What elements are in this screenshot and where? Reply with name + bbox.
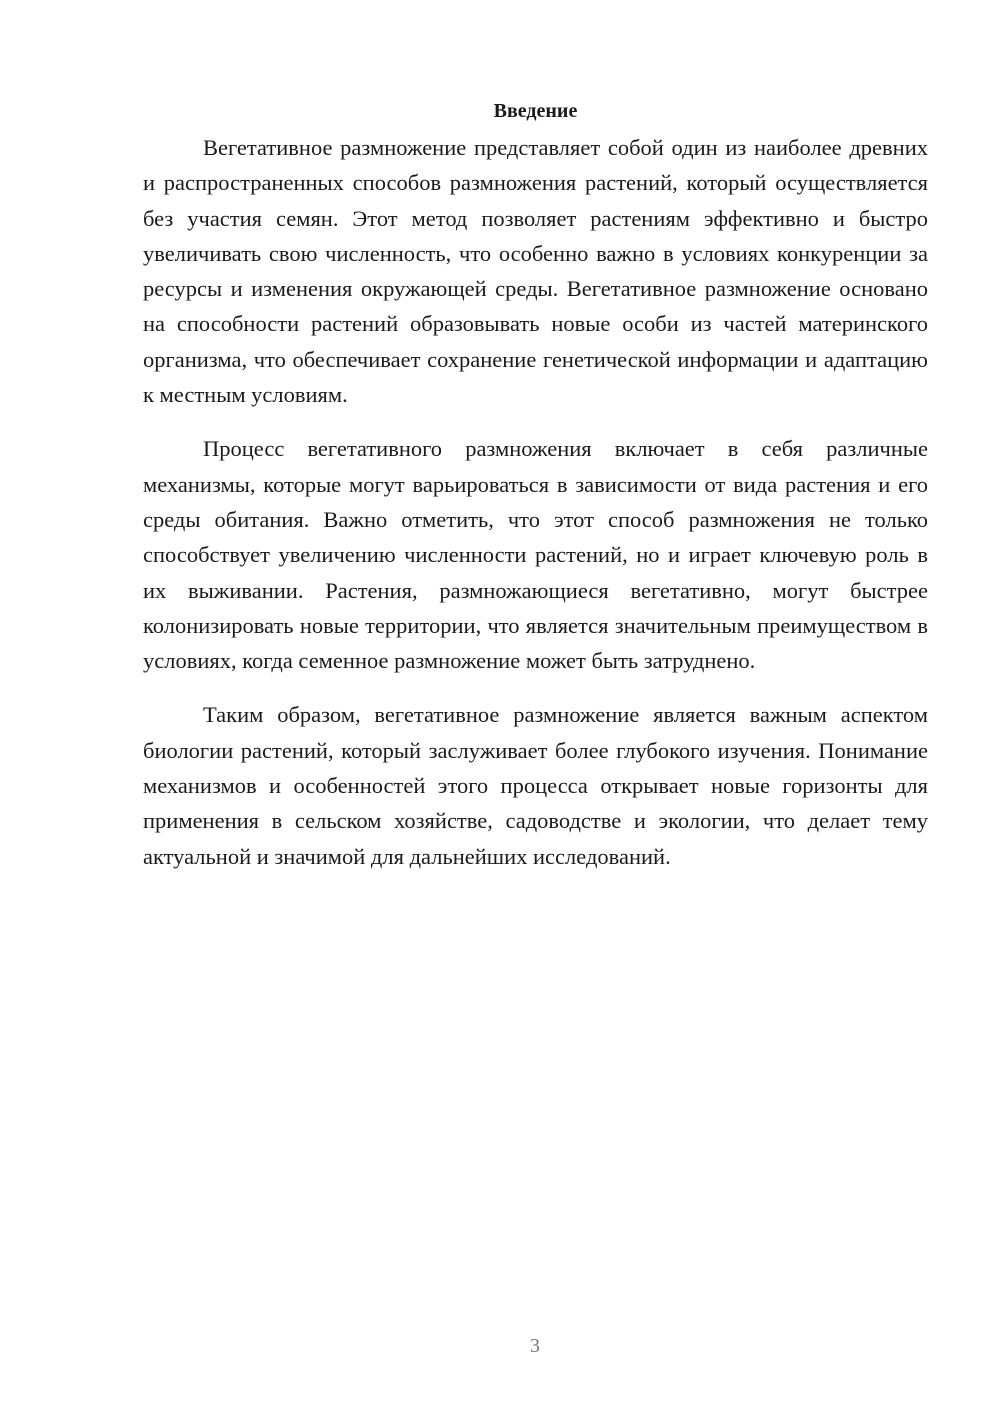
paragraph-3: Таким образом, вегетативное размножение является важным аспектом биологии растений, который заслуживает более глубокого изучения. Понимание механизмов и особенностей этого процесса открывает новые горизонты для применения в сельском хозяйстве, садоводстве и экологии, что делает тему актуальной и значимой для дальнейших исследований. [143,702,928,869]
page-number: 3 [530,1335,540,1357]
paragraph-1: Вегетативное размножение представляет собой один из наиболее древних и распространенных способов размножения растений, который осуществляется без участия семян. Этот метод позволяет растениям эффективно и быстро увеличивать свою численность, что особенно важно в условиях конкуренции за ресурсы и изменения окружающей среды. Вегетативное размножение основано на способности растений образовывать новые особи из частей материнского организма, что обеспечивает сохранение генетической информации и адаптацию к местным условиям. [143,135,928,408]
page-content [143,96,928,874]
paragraph-2: Процесс вегетативного размножения включает в себя различные механизмы, которые могут варьироваться в зависимости от вида растения и его среды обитания. Важно отметить, что этот способ размножения не только способствует увеличению численности растений, но и играет ключевую роль в их выживании. Растения, размножающиеся вегетативно, могут быстрее колонизировать новые территории, что является значительным преимуществом в условиях, когда семенное размножение может быть затруднено. [143,436,928,674]
section-title: Введение [493,100,578,122]
